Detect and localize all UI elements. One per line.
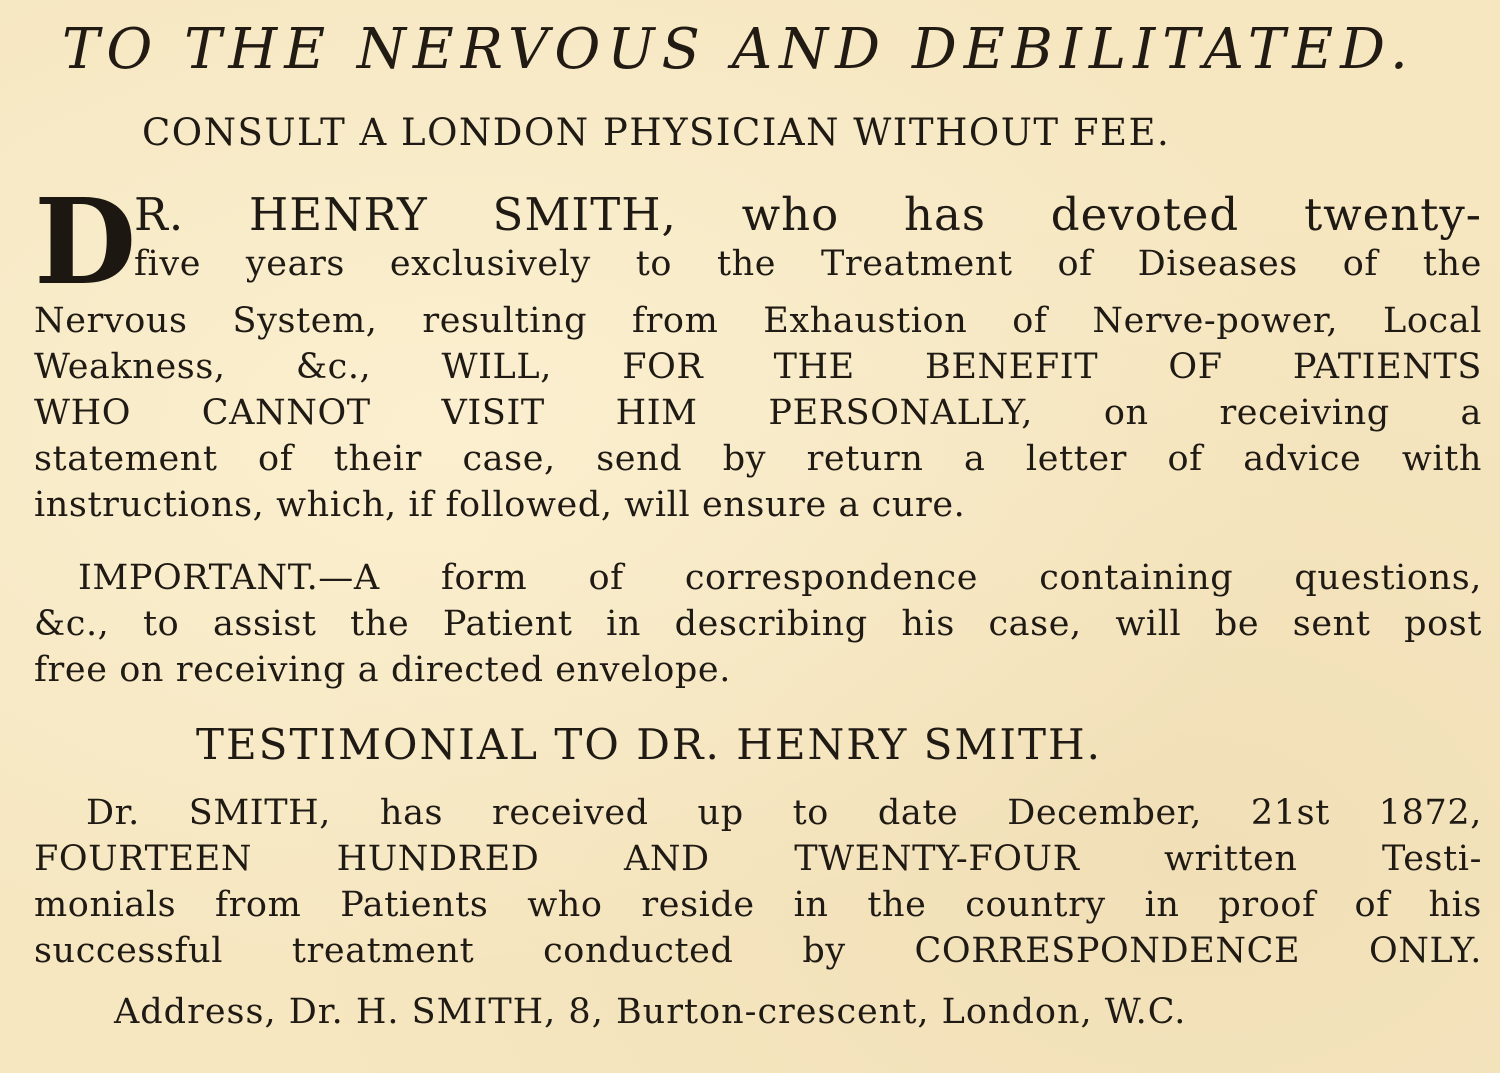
- intro-line: statement of their case, send by return a letter of advice with: [34, 439, 1482, 479]
- address-line: Address, Dr. H. SMITH, 8, Burton-crescent, London, W.C.: [114, 992, 1187, 1032]
- intro-line: instructions, which, if followed, will ensure a cure.: [34, 485, 966, 525]
- important-line: free on receiving a directed envelope.: [34, 650, 731, 690]
- important-paragraph: [34, 555, 1482, 693]
- intro-line: WHO CANNOT VISIT HIM PERSONALLY, on receiving a: [34, 393, 1482, 433]
- intro-line: Weakness, &c., WILL, FOR THE BENEFIT OF PATIENTS: [34, 347, 1482, 387]
- intro-line: R. HENRY SMITH, who has devoted twenty-: [134, 188, 1482, 241]
- intro-line: five years exclusively to the Treatment of Diseases of the: [134, 244, 1482, 284]
- intro-continuation: [34, 298, 1482, 528]
- drop-cap: D: [34, 172, 137, 311]
- subhead: CONSULT A LONDON PHYSICIAN WITHOUT FEE.: [142, 111, 1171, 154]
- important-line: IMPORTANT.—A form of correspondence containing questions,: [78, 558, 1482, 598]
- important-line: &c., to assist the Patient in describing his case, will be sent post: [34, 604, 1482, 644]
- testimonial-heading: TESTIMONIAL TO DR. HENRY SMITH.: [196, 720, 1102, 769]
- intro-line: Nervous System, resulting from Exhaustion of Nerve-power, Local: [34, 301, 1482, 341]
- testimonial-line: successful treatment conducted by CORRESPONDENCE ONLY.: [34, 931, 1482, 971]
- headline: TO THE NERVOUS AND DEBILITATED.: [62, 17, 1415, 82]
- testimonial-paragraph: [34, 790, 1482, 974]
- testimonial-line: FOURTEEN HUNDRED AND TWENTY-FOUR written Testi-: [34, 839, 1482, 879]
- testimonial-line: Dr. SMITH, has received up to date December, 21st 1872,: [86, 793, 1482, 833]
- testimonial-line: monials from Patients who reside in the country in proof of his: [34, 885, 1482, 925]
